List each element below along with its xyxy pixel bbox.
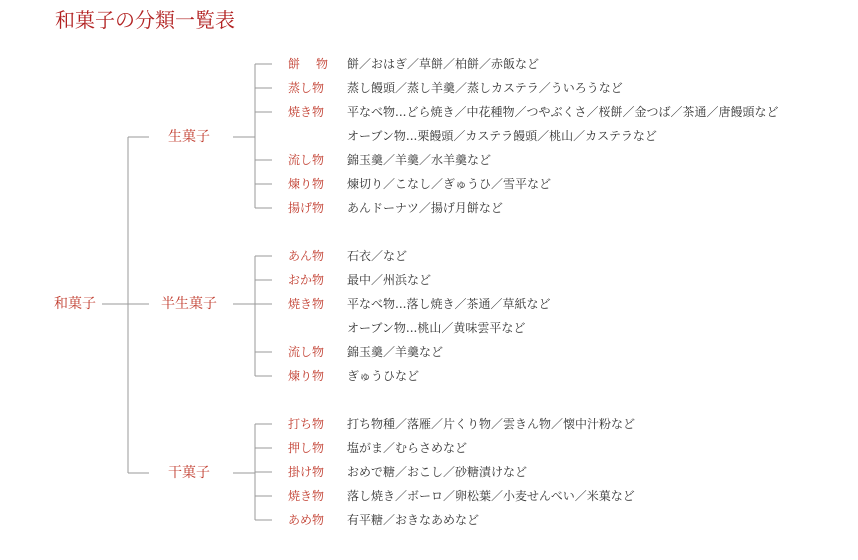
category-label: おか物 [288,273,325,287]
items-text: 石衣／など [347,249,408,263]
items-text: 塩がま／むらさめなど [347,441,468,455]
page-title: 和菓子の分類一覧表 [55,8,235,32]
group-label-higashi: 干菓子 [168,465,210,481]
group-label-namagashi: 生菓子 [168,129,210,145]
items-text: 落し焼き／ボーロ／卵松葉／小麦せんべい／米菓など [347,489,635,503]
category-label: あめ物 [288,513,325,527]
items-text: 蒸し饅頭／蒸し羊羹／蒸しカステラ／ういろうなど [347,81,623,95]
category-label: 煉り物 [288,177,325,191]
category-label: 餅 物 [288,57,328,71]
category-label: 流し物 [288,153,325,167]
items-text: 錦玉羹／羊羹など [347,345,444,359]
category-label: 揚げ物 [288,201,325,215]
items-text: 有平糖／おきなあめなど [347,513,480,527]
items-text: おめで糖／おこし／砂糖漬けなど [347,465,528,479]
items-text: あんドーナツ／揚げ月餅など [347,201,503,215]
category-label: 掛け物 [288,465,325,479]
items-text: 打ち物種／落雁／片くり物／雲きん物／懐中汁粉など [347,417,636,431]
items-text: 最中／州浜など [347,273,432,287]
category-label: 打ち物 [288,417,325,431]
category-label: 押し物 [288,441,325,455]
items-text: 平なべ物...どら焼き／中花種物／つやぶくさ／桜餅／金つば／茶通／唐饅頭など [347,105,779,119]
category-label: 焼き物 [288,105,325,119]
items-text: オーブン物...栗饅頭／カステラ饅頭／桃山／カステラなど [347,129,657,143]
category-label: 蒸し物 [288,81,325,95]
category-label: 焼き物 [288,297,325,311]
category-label: 流し物 [288,345,325,359]
items-text: オーブン物...桃山／黄味雲平など [347,321,526,335]
root-node: 和菓子 [54,296,96,312]
group-label-hannamagashi: 半生菓子 [161,296,217,312]
items-text: 錦玉羹／羊羹／水羊羹など [347,153,492,167]
items-text: 平なべ物...落し焼き／茶通／草紙など [347,297,551,311]
items-text: ぎゅうひなど [347,369,420,383]
category-label: 焼き物 [288,489,325,503]
category-label: 煉り物 [288,369,325,383]
category-label: あん物 [288,249,325,263]
items-text: 餅／おはぎ／草餅／柏餅／赤飯など [347,57,540,71]
items-text: 煉切り／こなし／ぎゅうひ／雪平など [347,177,552,191]
